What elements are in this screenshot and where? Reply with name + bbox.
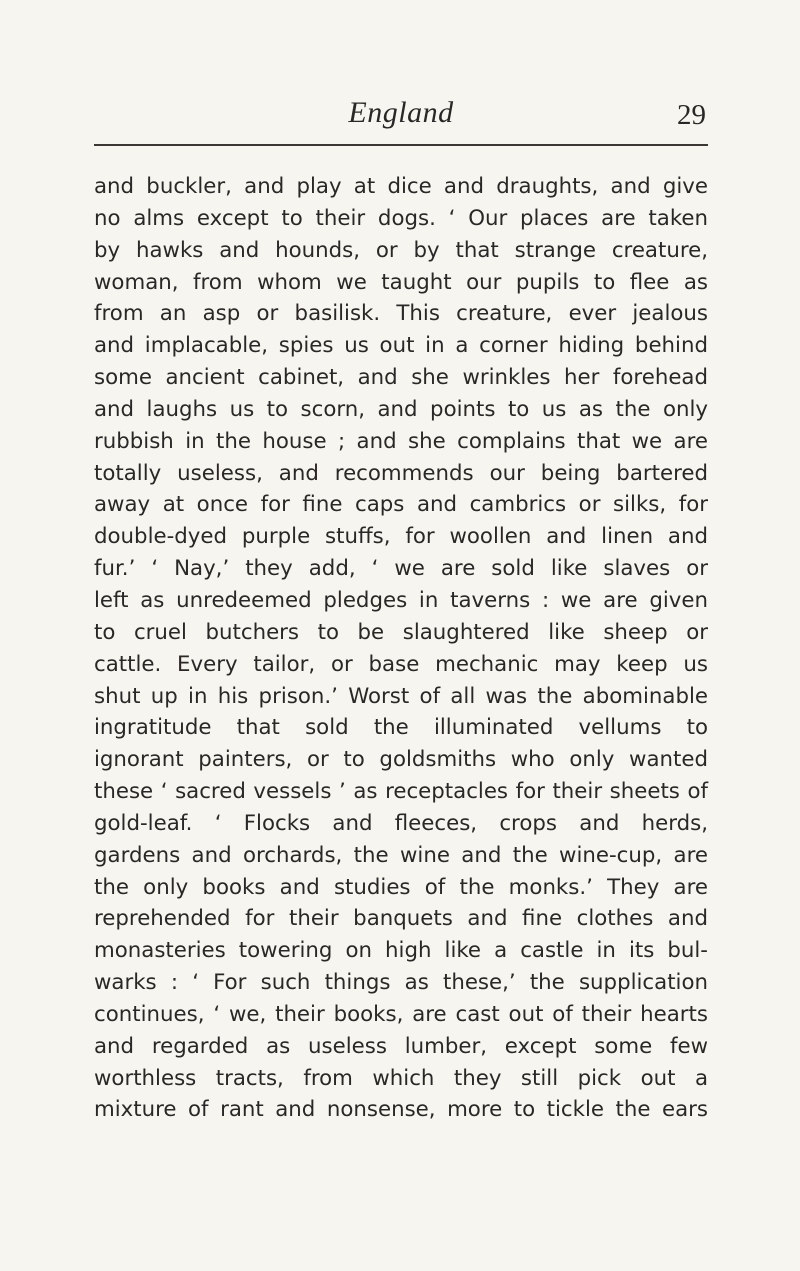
text-line: monasteries towering on high like a castle in its bul- xyxy=(94,938,708,964)
text-line: no alms except to their dogs. ‘ Our places are taken xyxy=(94,205,708,231)
text-line: ignorant painters, or to goldsmiths who only wanted xyxy=(94,747,708,773)
text-line: double-dyed purple stuffs, for woollen and linen and xyxy=(94,524,708,550)
text-line: to cruel butchers to be slaughtered like sheep or xyxy=(94,619,708,645)
running-head xyxy=(94,91,708,135)
text-line: rubbish in the house ; and she complains that we are xyxy=(94,428,708,454)
text-line: by hawks and hounds, or by that strange creature, xyxy=(94,237,708,263)
text-line: fur.’ ‘ Nay,’ they add, ‘ we are sold like slaves or xyxy=(94,556,708,582)
text-line: and implacable, spies us out in a corner hiding behind xyxy=(94,333,708,359)
text-line: continues, ‘ we, their books, are cast out of their hearts xyxy=(94,1001,708,1027)
text-line: reprehended for their banquets and fine clothes and xyxy=(94,906,708,932)
text-line: left as unredeemed pledges in taverns : we are given xyxy=(94,587,708,613)
text-line: these ‘ sacred vessels ’ as receptacles for their sheets of xyxy=(94,779,708,805)
page-number: 29 xyxy=(677,99,706,131)
text-line: gardens and orchards, the wine and the wine-cup, are xyxy=(94,842,708,868)
text-line: totally useless, and recommends our being bartered xyxy=(94,460,708,486)
text-line: from an asp or basilisk. This creature, ever jealous xyxy=(94,301,708,327)
text-line: gold-leaf. ‘ Flocks and fleeces, crops and herds, xyxy=(94,810,708,836)
text-line: the only books and studies of the monks.’ They are xyxy=(94,874,708,900)
text-line: and buckler, and play at dice and draughts, and give xyxy=(94,174,708,199)
text-line: mixture of rant and nonsense, more to tickle the ears xyxy=(94,1097,708,1123)
text-line: some ancient cabinet, and she wrinkles her forehead xyxy=(94,365,708,391)
text-line: away at once for fine caps and cambrics or silks, for xyxy=(94,492,708,518)
text-line: worthless tracts, from which they still pick out a xyxy=(94,1065,708,1091)
text-line: and laughs us to scorn, and points to us as the only xyxy=(94,396,708,422)
body-text xyxy=(94,171,708,1126)
running-head-title: England xyxy=(348,96,454,129)
text-line: and regarded as useless lumber, except some few xyxy=(94,1033,708,1059)
text-line: warks : ‘ For such things as these,’ the supplication xyxy=(94,970,708,996)
text-line: cattle. Every tailor, or base mechanic may keep us xyxy=(94,651,708,677)
text-line: ingratitude that sold the illuminated vellums to xyxy=(94,715,708,741)
text-line: woman, from whom we taught our pupils to flee as xyxy=(94,269,708,295)
header-rule xyxy=(94,144,708,146)
text-line: shut up in his prison.’ Worst of all was the abominable xyxy=(94,683,708,709)
